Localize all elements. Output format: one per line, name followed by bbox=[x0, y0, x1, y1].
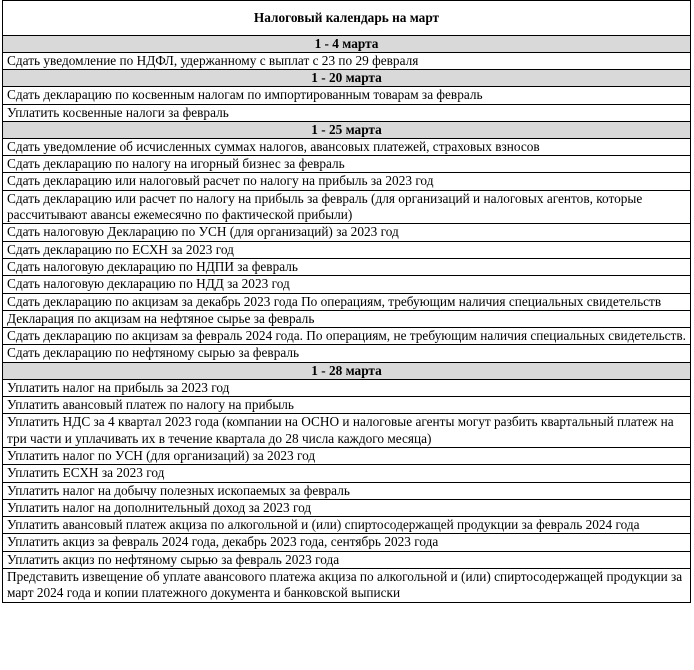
tax-task-cell: Сдать декларацию по ЕСХН за 2023 год bbox=[3, 241, 691, 258]
tax-task-cell: Уплатить налог по УСН (для организаций) за 2023 год bbox=[3, 447, 691, 464]
tax-calendar-table bbox=[2, 0, 691, 603]
tax-task-cell: Уплатить авансовый платеж акциза по алкогольной и (или) спиртосодержащей продукции за февраль 2024 года bbox=[3, 517, 691, 534]
table-row bbox=[3, 310, 691, 327]
tax-task-cell: Сдать декларацию по акцизам за февраль 2024 года. По операциям, не требующим наличия специальных свидетельств. bbox=[3, 328, 691, 345]
tax-task-cell: Сдать уведомление по НДФЛ, удержанному с выплат с 23 по 29 февраля bbox=[3, 53, 691, 70]
tax-task-cell: Сдать налоговую Декларацию по УСН (для организаций) за 2023 год bbox=[3, 224, 691, 241]
table-row bbox=[3, 551, 691, 568]
tax-task-cell: Уплатить авансовый платеж по налогу на прибыль bbox=[3, 397, 691, 414]
period-heading: 1 - 28 марта bbox=[3, 362, 691, 379]
table-row bbox=[3, 258, 691, 275]
table-row bbox=[3, 190, 691, 224]
tax-task-cell: Сдать декларацию или налоговый расчет по налогу на прибыль за 2023 год bbox=[3, 173, 691, 190]
table-row bbox=[3, 569, 691, 603]
table-row bbox=[3, 397, 691, 414]
table-row bbox=[3, 104, 691, 121]
table-row bbox=[3, 517, 691, 534]
period-row bbox=[3, 121, 691, 138]
tax-task-cell: Сдать декларацию по налогу на игорный бизнес за февраль bbox=[3, 156, 691, 173]
tax-task-cell: Сдать налоговую декларацию по НДПИ за февраль bbox=[3, 258, 691, 275]
tax-task-cell: Сдать уведомление об исчисленных суммах налогов, авансовых платежей, страховых взносов bbox=[3, 138, 691, 155]
table-row bbox=[3, 87, 691, 104]
tax-task-cell: Сдать декларацию по акцизам за декабрь 2023 года По операциям, требующим наличия специальных свидетельств bbox=[3, 293, 691, 310]
table-row bbox=[3, 173, 691, 190]
tax-task-cell: Сдать декларацию по косвенным налогам по импортированным товарам за февраль bbox=[3, 87, 691, 104]
table-row bbox=[3, 534, 691, 551]
table-row bbox=[3, 138, 691, 155]
tax-task-cell: Представить извещение об уплате авансового платежа акциза по алкогольной и (или) спиртосодержащей продукции за март 2024 года и копии платежного документа и банковской выписки bbox=[3, 569, 691, 603]
tax-task-cell: Уплатить акциз по нефтяному сырью за февраль 2023 года bbox=[3, 551, 691, 568]
table-row bbox=[3, 224, 691, 241]
table-row bbox=[3, 276, 691, 293]
table-row bbox=[3, 241, 691, 258]
table-row bbox=[3, 465, 691, 482]
table-row bbox=[3, 414, 691, 448]
tax-task-cell: Уплатить налог на дополнительный доход за 2023 год bbox=[3, 499, 691, 516]
table-row bbox=[3, 482, 691, 499]
period-row bbox=[3, 362, 691, 379]
tax-task-cell: Декларация по акцизам на нефтяное сырье за февраль bbox=[3, 310, 691, 327]
period-heading: 1 - 4 марта bbox=[3, 36, 691, 53]
title-row bbox=[3, 1, 691, 36]
period-row bbox=[3, 36, 691, 53]
tax-task-cell: Уплатить налог на прибыль за 2023 год bbox=[3, 379, 691, 396]
tax-task-cell: Уплатить акциз за февраль 2024 года, декабрь 2023 года, сентябрь 2023 года bbox=[3, 534, 691, 551]
tax-task-cell: Сдать налоговую декларацию по НДД за 2023 год bbox=[3, 276, 691, 293]
period-row bbox=[3, 70, 691, 87]
period-heading: 1 - 25 марта bbox=[3, 121, 691, 138]
table-row bbox=[3, 499, 691, 516]
tax-task-cell: Сдать декларацию по нефтяному сырью за февраль bbox=[3, 345, 691, 362]
table-row bbox=[3, 293, 691, 310]
tax-task-cell: Уплатить ЕСХН за 2023 год bbox=[3, 465, 691, 482]
tax-task-cell: Уплатить налог на добычу полезных ископаемых за февраль bbox=[3, 482, 691, 499]
table-row bbox=[3, 328, 691, 345]
calendar-body bbox=[3, 36, 691, 603]
table-row bbox=[3, 447, 691, 464]
table-row bbox=[3, 379, 691, 396]
tax-task-cell: Уплатить НДС за 4 квартал 2023 года (компании на ОСНО и налоговые агенты могут разбить квартальный платеж на три части и уплачивать их в течение квартала до 28 числа каждого месяца) bbox=[3, 414, 691, 448]
table-row bbox=[3, 345, 691, 362]
tax-task-cell: Сдать декларацию или расчет по налогу на прибыль за февраль (для организаций и налоговых агентов, которые рассчитывают авансы ежемесячно по фактической прибыли) bbox=[3, 190, 691, 224]
tax-task-cell: Уплатить косвенные налоги за февраль bbox=[3, 104, 691, 121]
table-title: Налоговый календарь на март bbox=[3, 1, 691, 36]
period-heading: 1 - 20 марта bbox=[3, 70, 691, 87]
table-row bbox=[3, 156, 691, 173]
table-row bbox=[3, 53, 691, 70]
